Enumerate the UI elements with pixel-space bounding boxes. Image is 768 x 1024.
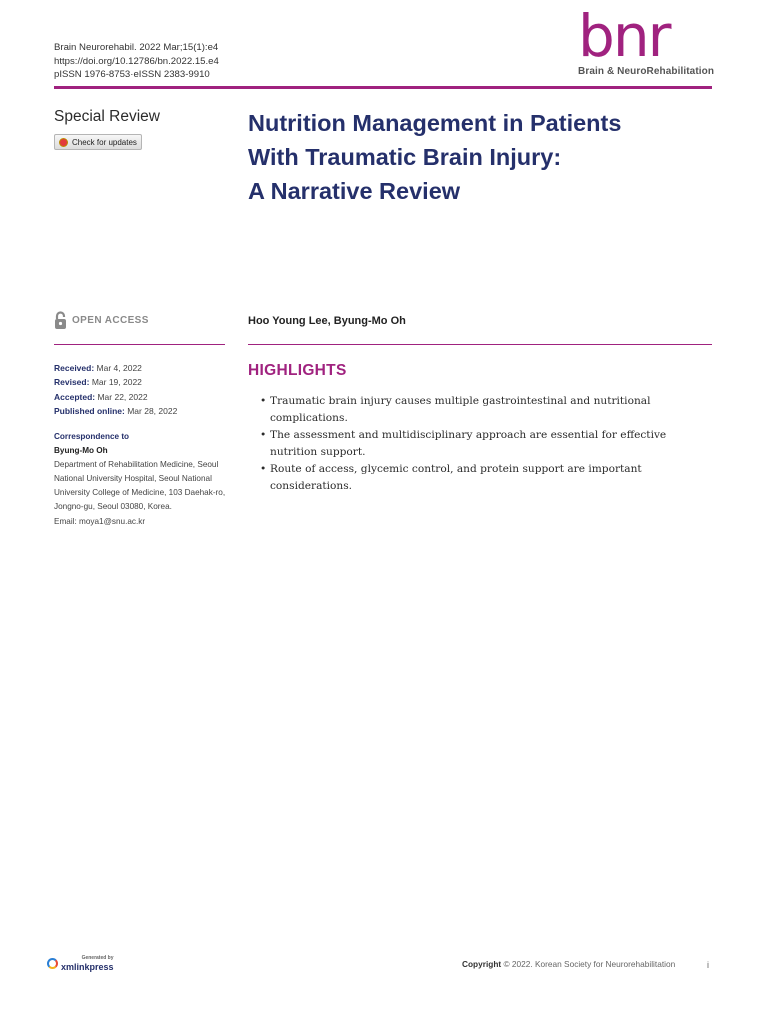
- check-for-updates-button[interactable]: [54, 134, 142, 150]
- title-line: Nutrition Management in Patients: [248, 110, 622, 136]
- published-label: Published online:: [54, 406, 125, 417]
- article-section: Special Review: [54, 108, 160, 125]
- journal-logo: [578, 2, 715, 77]
- revised-value: Mar 19, 2022: [91, 377, 142, 388]
- correspondence-heading: Correspondence to: [54, 432, 130, 441]
- copyright-label: Copyright: [462, 959, 502, 969]
- published-value: Mar 28, 2022: [127, 406, 178, 417]
- doi-link[interactable]: https://doi.org/10.12786/bn.2022.15.e4: [54, 55, 219, 67]
- published-date: [54, 404, 177, 418]
- address-line: Jongno-gu, Seoul 03080, Korea.: [54, 502, 172, 512]
- article-title: [248, 106, 708, 208]
- highlights-heading: HIGHLIGHTS: [248, 362, 347, 379]
- correspondence-block: [54, 430, 232, 529]
- header-divider: [54, 86, 712, 89]
- authors: Hoo Young Lee, Byung-Mo Oh: [248, 315, 406, 327]
- accepted-date: [54, 390, 177, 404]
- copyright-text: © 2022. Korean Society for Neurorehabilitation: [503, 959, 676, 969]
- highlight-item: • Traumatic brain injury causes multiple gastrointestinal and nutritional complications.: [260, 393, 710, 427]
- xmlinkpress-logo: [47, 954, 114, 972]
- copyright: [462, 959, 675, 969]
- crossmark-icon: [59, 138, 68, 147]
- open-lock-icon: [54, 311, 67, 330]
- page-number: i: [707, 960, 709, 970]
- received-value: Mar 4, 2022: [96, 363, 142, 373]
- highlights-list: [260, 393, 710, 495]
- open-access-label: OPEN ACCESS: [72, 315, 149, 326]
- citation-block: [54, 41, 219, 82]
- revised-label: Revised:: [54, 377, 90, 388]
- accepted-value: Mar 22, 2022: [97, 391, 148, 402]
- accepted-label: Accepted:: [54, 391, 96, 402]
- revised-date: [54, 375, 177, 389]
- article-dates: [54, 361, 177, 419]
- received-label: Received:: [54, 363, 95, 373]
- address-line: University College of Medicine, 103 Daehak-ro,: [54, 488, 226, 498]
- title-line: With Traumatic Brain Injury:: [248, 144, 562, 170]
- logo-mark: bnr: [578, 2, 670, 70]
- correspondence-email[interactable]: Email: moya1@snu.ac.kr: [54, 516, 146, 526]
- generated-by-label: Generated by: [81, 955, 114, 961]
- right-divider: [248, 344, 712, 345]
- generator-name: xmlinkpress: [61, 962, 114, 972]
- title-line: A Narrative Review: [248, 178, 461, 204]
- journal-citation: Brain Neurorehabil. 2022 Mar;15(1):e4: [54, 42, 219, 53]
- logo-subtitle: Brain & NeuroRehabilitation: [578, 66, 715, 77]
- address-line: National University Hospital, Seoul National: [54, 474, 212, 484]
- open-access-badge: [54, 311, 149, 330]
- highlight-item: • Route of access, glycemic control, and protein support are important considerations.: [260, 461, 710, 495]
- highlight-item: • The assessment and multidisciplinary approach are essential for effective nutrition support.: [260, 427, 710, 461]
- check-updates-label: Check for updates: [72, 137, 137, 147]
- xmlinkpress-icon: [47, 958, 58, 969]
- issn: pISSN 1976-8753·eISSN 2383-9910: [54, 69, 210, 80]
- received-date: [54, 361, 177, 375]
- address-line: Department of Rehabilitation Medicine, Seoul: [54, 460, 219, 470]
- correspondence-name: Byung-Mo Oh: [54, 446, 108, 456]
- left-divider: [54, 344, 225, 345]
